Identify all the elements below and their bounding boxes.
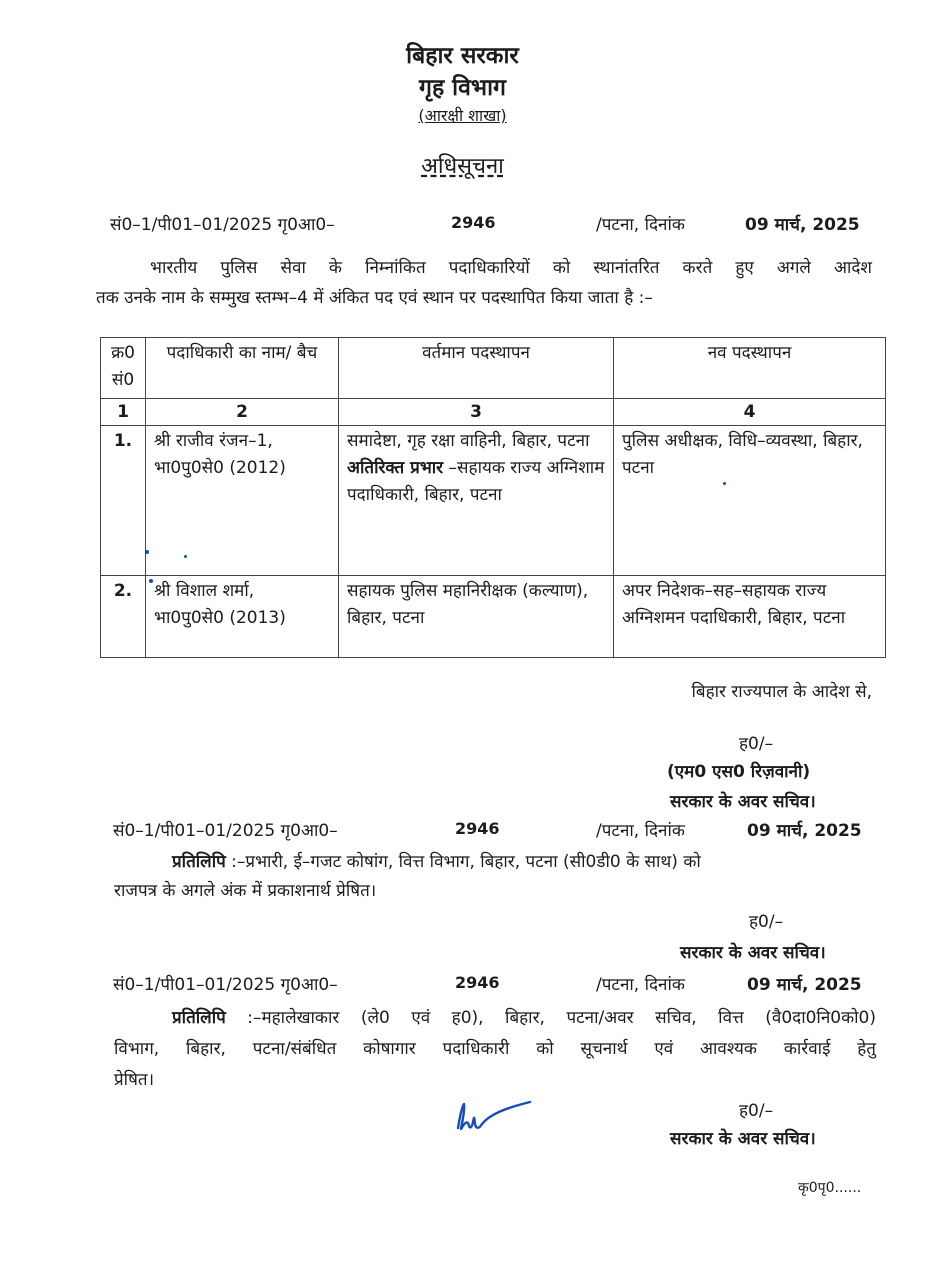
branch-name: (आरक्षी शाखा) xyxy=(418,106,507,125)
copy2-line-2: विभाग, बिहार, पटना/संबंधित कोषागार पदाधिकारी को सूचनार्थ एवं आवश्यक कार्रवाई हेतु xyxy=(114,1039,876,1059)
officer-name: श्री राजीव रंजन–1, xyxy=(154,431,273,451)
column-number: 3 xyxy=(339,399,614,426)
table-row xyxy=(101,576,886,658)
copy1-line-1 xyxy=(172,849,701,872)
copy2-date: 09 मार्च, 2025 xyxy=(747,975,862,995)
header-serial: क्र0 सं0 xyxy=(101,338,146,399)
intro-line-1: भारतीय पुलिस सेवा के निम्नांकित पदाधिकारियों को स्थानांतरित करते हुए अगले आदेश xyxy=(150,258,872,278)
current-posting-text: समादेष्टा, गृह रक्षा वाहिनी, बिहार, पटना xyxy=(347,431,590,451)
copy1-serial: 2946 xyxy=(455,819,500,838)
ink-speck xyxy=(184,555,187,558)
copy1-text: :–प्रभारी, ई–गजट कोषांग, वित्त विभाग, बिहार, पटना (सी0डी0 के साथ) को xyxy=(225,852,701,872)
header-new-posting: नव पदस्थापन xyxy=(614,338,886,399)
handwritten-signature xyxy=(452,1098,536,1138)
copy1-line-2: राजपत्र के अगले अंक में प्रकाशनार्थ प्रेषित। xyxy=(114,881,377,901)
copy2-reference-number: सं0–1/पी01–01/2025 गृ0आ0– xyxy=(113,975,338,995)
column-number: 4 xyxy=(614,399,886,426)
table-header-row xyxy=(101,338,886,399)
row-current-posting: सहायक पुलिस महानिरीक्षक (कल्याण), बिहार, पटना xyxy=(339,576,614,658)
department-name: गृह विभाग xyxy=(419,75,506,101)
copy2-signed: ह0/– xyxy=(739,1101,774,1121)
officer-batch: भा0पु0से0 (2012) xyxy=(154,458,286,478)
officer-batch: भा0पु0से0 (2013) xyxy=(154,608,286,628)
ink-speck xyxy=(723,482,726,485)
table-row xyxy=(101,426,886,576)
signatory-designation: सरकार के अवर सचिव। xyxy=(670,792,816,812)
copy1-reference-number: सं0–1/पी01–01/2025 गृ0आ0– xyxy=(113,821,338,841)
reference-place: /पटना, दिनांक xyxy=(596,215,685,235)
header-current-posting: वर्तमान पदस्थापन xyxy=(339,338,614,399)
copy2-text: :–महालेखाकार (ले0 एवं ह0), बिहार, पटना/अवर सचिव, वित्त (वै0दा0नि0को0) xyxy=(225,1008,876,1028)
intro-line-2: तक उनके नाम के सम्मुख स्तम्भ–4 में अंकित पद एवं स्थान पर पदस्थापित किया जाता है :– xyxy=(96,288,653,308)
header-name: पदाधिकारी का नाम/ बैच xyxy=(146,338,339,399)
copy1-designation: सरकार के अवर सचिव। xyxy=(680,943,826,963)
copy2-line-3: प्रेषित। xyxy=(114,1070,155,1090)
row-new-posting: अपर निदेशक–सह–सहायक राज्य अग्निशमन पदाधिकारी, बिहार, पटना xyxy=(614,576,886,658)
row-new-posting: पुलिस अधीक्षक, विधि–व्यवस्था, बिहार, पटना xyxy=(614,426,886,576)
posting-table xyxy=(100,337,886,658)
copy1-place: /पटना, दिनांक xyxy=(596,821,685,841)
additional-charge xyxy=(347,455,605,509)
row-officer xyxy=(146,576,339,658)
order-by-governor: बिहार राज्यपाल के आदेश से, xyxy=(691,682,872,702)
row-serial: 2. xyxy=(101,576,146,658)
officer-name: श्री विशाल शर्मा, xyxy=(154,581,255,601)
row-current-posting xyxy=(339,426,614,576)
copy2-label: प्रतिलिपि xyxy=(172,1008,226,1028)
copy1-label: प्रतिलिपि xyxy=(172,852,226,872)
column-number: 2 xyxy=(146,399,339,426)
copy1-signed: ह0/– xyxy=(749,912,784,932)
copy2-place: /पटना, दिनांक xyxy=(596,975,685,995)
signed-mark: ह0/– xyxy=(739,734,774,754)
please-turn-over: कृ0पृ0...... xyxy=(798,1180,862,1196)
copy2-designation: सरकार के अवर सचिव। xyxy=(670,1129,816,1149)
ink-speck xyxy=(145,550,149,554)
reference-serial: 2946 xyxy=(451,213,496,232)
copy2-line-1 xyxy=(172,1005,876,1028)
notification-title: अधिसूचना xyxy=(421,154,504,179)
reference-number: सं0–1/पी01–01/2025 गृ0आ0– xyxy=(110,215,335,235)
govt-name: बिहार सरकार xyxy=(406,43,519,69)
additional-charge-text: –सहायक राज्य अग्निशाम पदाधिकारी, बिहार, पटना xyxy=(347,458,605,505)
column-number-row xyxy=(101,399,886,426)
signatory-name: (एम0 एस0 रिज़वानी) xyxy=(667,762,811,782)
row-officer xyxy=(146,426,339,576)
additional-charge-label: अतिरिक्त प्रभार xyxy=(347,458,444,478)
column-number: 1 xyxy=(101,399,146,426)
row-serial: 1. xyxy=(101,426,146,576)
copy1-date: 09 मार्च, 2025 xyxy=(747,821,862,841)
copy2-serial: 2946 xyxy=(455,973,500,992)
ink-speck xyxy=(149,579,153,583)
reference-date: 09 मार्च, 2025 xyxy=(745,215,860,235)
